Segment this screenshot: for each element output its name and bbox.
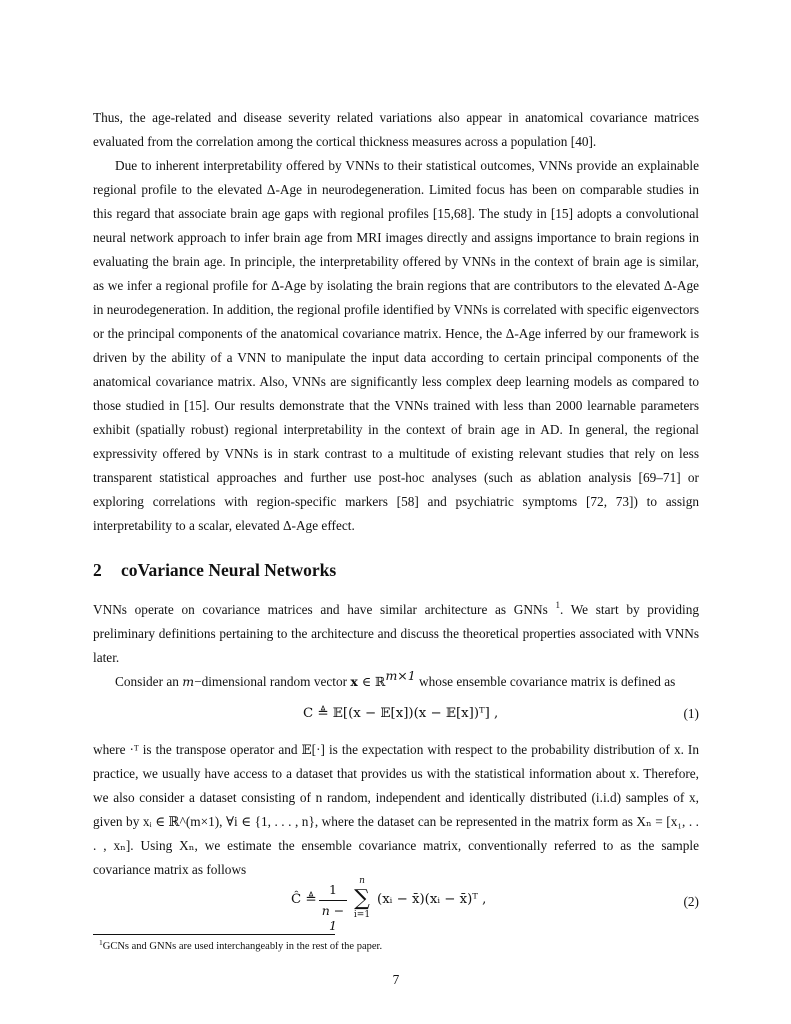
equation-1-number: (1) bbox=[683, 706, 699, 721]
footnote bbox=[99, 936, 382, 954]
fraction-numerator: 1 bbox=[329, 882, 337, 897]
random-vector-text-a: Consider an bbox=[115, 674, 183, 689]
footnote-text: GCNs and GNNs are used interchangeably in the rest of the paper. bbox=[102, 941, 383, 952]
equation-2-lhs: Ĉ ≜ bbox=[291, 892, 317, 907]
summation-lower-limit: i=1 bbox=[353, 910, 371, 920]
equation-2 bbox=[93, 876, 699, 933]
equation-1 bbox=[93, 704, 699, 728]
math-dimension: m×1 bbox=[385, 668, 416, 683]
equation-1-body: C ≜ 𝔼[(x − 𝔼[x])(x − 𝔼[x])ᵀ] , bbox=[303, 706, 499, 721]
equation-2-fraction bbox=[319, 882, 347, 933]
intro-paragraph: Thus, the age-related and disease severity related variations also appear in anatomical covariance matrices evaluated from the correlation among the cortical thickness measures across a population [40]. bbox=[93, 110, 699, 149]
fraction-bar bbox=[319, 900, 347, 901]
paper-page bbox=[93, 0, 699, 1024]
math-m: m bbox=[182, 674, 195, 689]
fraction-denominator: n − 1 bbox=[321, 903, 345, 933]
footnote-marker: 1 bbox=[99, 938, 103, 947]
footnote-ref-marker[interactable]: 1 bbox=[555, 600, 560, 610]
summation-symbol: ∑ bbox=[354, 886, 370, 911]
section-heading bbox=[93, 560, 336, 581]
sample-covariance-paragraph: where ·ᵀ is the transpose operator and 𝔼[·] is the expectation with respect to the probability distribution of x. In practice, we usually have access to a dataset that provides us with the statistical information about x. Therefore, we also consider a dataset consisting of n random, independent and identically distributed (i.i.d) samples of x, given by xᵢ ∈ ℝ^(m×1), ∀i ∈ {1, . . . , n}, where the dataset can be represented in the matrix form as Xₙ = [x₁, . . . , xₙ]. Using Xₙ, we estimate the ensemble covariance matrix, conventionally referred to as the sample covariance matrix as follows bbox=[93, 742, 699, 877]
footnote-divider bbox=[93, 934, 335, 935]
random-vector-text-b: −dimensional random vector bbox=[194, 674, 351, 689]
random-vector-text-c: whose ensemble covariance matrix is defined as bbox=[415, 674, 676, 689]
section-intro-text-a: VNNs operate on covariance matrices and have similar architecture as GNNs bbox=[93, 602, 556, 617]
math-x: x bbox=[350, 674, 358, 689]
math-in-reals: ∈ ℝ bbox=[357, 674, 386, 689]
vnn-interpretability-paragraph: Due to inherent interpretability offered by VNNs to their statistical outcomes, VNNs provide an explainable regional profile to the elevated Δ-Age in neurodegeneration. Limited focus has been on comparable studies in this regard that associate brain age gaps with regional profiles [15,68]. The study in [15] adopts a convolutional neural network approach to infer brain age from MRI images directly and assigns importance to brain regions in evaluating the brain age. In principle, the interpretability offered by VNNs in the context of brain age is similar, as we infer a regional profile for Δ-Age by isolating the brain regions that are contributors to the elevated Δ-Age in neurodegeneration. In addition, the regional profile identified by VNNs is correlated with specific eigenvectors or the principal components of the anatomical covariance matrix. Hence, the Δ-Age inferred by our framework is driven by the ability of a VNN to manipulate the input data according to certain principal components of the anatomical covariance matrix. Also, VNNs are significantly less complex deep learning models as compared to those studied in [15]. Our results demonstrate that the VNNs trained with less than 2000 learnable parameters exhibit (spatially robust) regional interpretability in the context of brain age in AD. In general, the regional expressivity offered by VNNs is in stark contrast to a multitude of existing relevant studies that rely on less transparent statistical approaches and further use post-hoc analyses (such as ablation analysis [69–71] or exploring correlations with region-specific markers [58] and psychiatric symptoms [72, 73]) to assign interpretability to a scalar, elevated Δ-Age effect. bbox=[93, 158, 699, 533]
page-number: 7 bbox=[392, 972, 400, 987]
section-intro-paragraph bbox=[93, 598, 699, 670]
section-number: 2 bbox=[93, 560, 102, 580]
equation-2-rhs: (xᵢ − x̄)(xᵢ − x̄)ᵀ , bbox=[377, 892, 487, 907]
equation-2-number: (2) bbox=[683, 894, 699, 909]
section-title: coVariance Neural Networks bbox=[121, 560, 337, 580]
equation-2-summation bbox=[351, 876, 373, 920]
random-vector-paragraph bbox=[93, 670, 699, 694]
section-intro-text-b: . We start by providing preliminary definitions pertaining to the architecture and discuss the theoretical properties associated with VNNs later. bbox=[93, 602, 699, 665]
summation-upper-limit: n bbox=[359, 876, 365, 886]
